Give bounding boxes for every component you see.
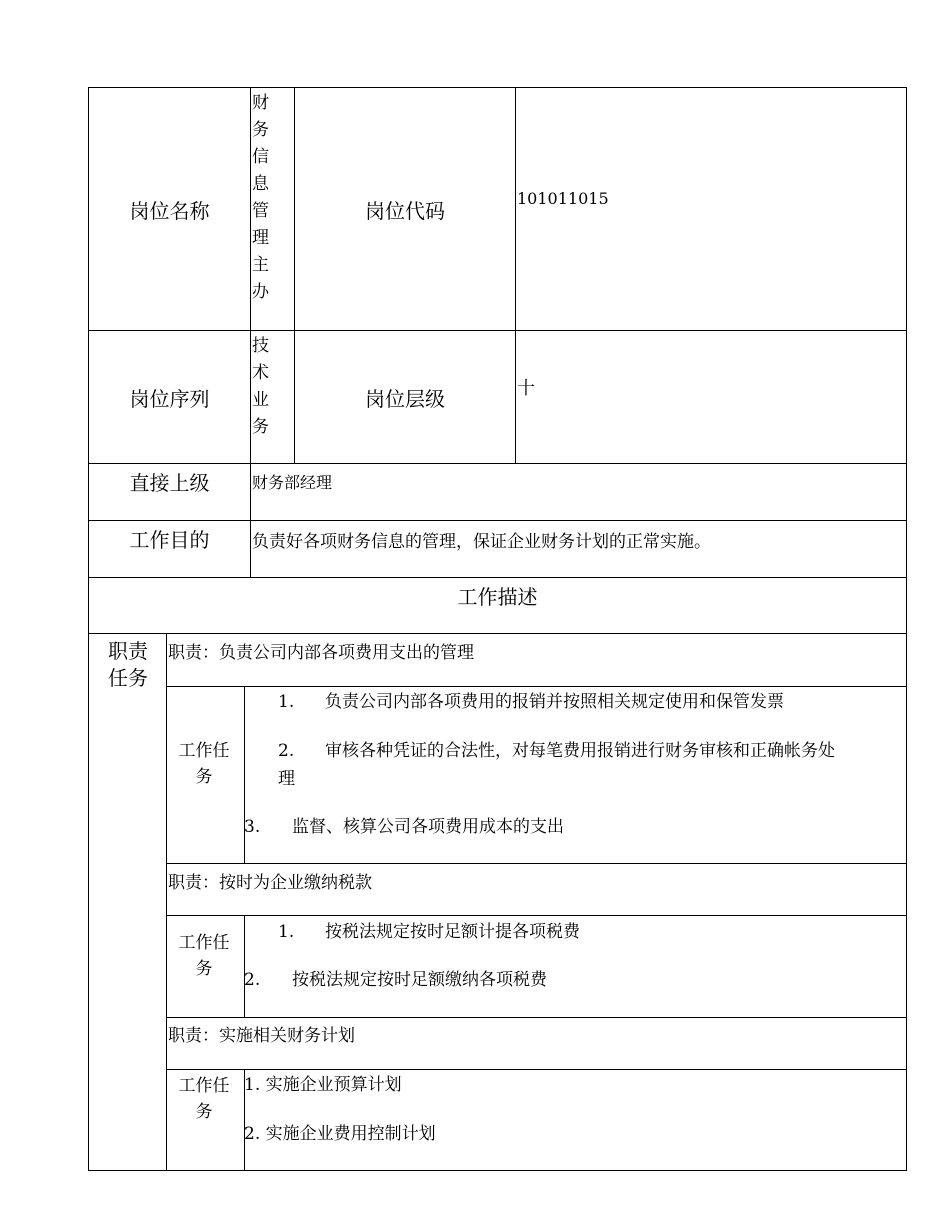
grid-line (167, 915, 906, 916)
grid-line (166, 634, 167, 1171)
position-name-label: 岗位名称 (129, 198, 210, 223)
duty-title: 职责：实施相关财务计划 (168, 1026, 355, 1046)
grid-line (167, 863, 906, 864)
supervisor-label: 直接上级 (129, 470, 210, 495)
grid-line (250, 88, 251, 577)
duty-title: 职责：负责公司内部各项费用支出的管理 (168, 643, 474, 663)
task-number: 2. (244, 970, 261, 990)
grid-line (244, 916, 245, 1017)
description-title: 工作描述 (457, 584, 538, 609)
task-number: 2. (278, 741, 295, 761)
task-item: 按税法规定按时足额缴纳各项税费 (292, 970, 547, 990)
position-code-value: 101011015 (517, 189, 609, 208)
task-number: 1. (278, 692, 295, 712)
task-item: 负责公司内部各项费用的报销并按照相关规定使用和保管发票 (325, 692, 784, 712)
job-description-table (88, 87, 907, 1171)
task-item: 按税法规定按时足额计提各项税费 (325, 922, 580, 942)
grid-line (167, 1017, 906, 1018)
position-level-value: 十 (517, 378, 535, 399)
task-number: 1. (278, 922, 295, 942)
position-series-value: 技术业务 (252, 336, 269, 437)
duty-title: 职责：按时为企业缴纳税款 (168, 873, 372, 893)
supervisor-value: 财务部经理 (252, 473, 333, 492)
task-item: 审核各种凭证的合法性，对每笔费用报销进行财务审核和正确帐务处 (325, 741, 835, 761)
position-level-label: 岗位层级 (365, 386, 445, 411)
task-item: 2. 实施企业费用控制计划 (244, 1124, 436, 1144)
position-name-value: 财务信息管理主办 (252, 93, 269, 302)
position-series-label: 岗位序列 (129, 386, 210, 411)
grid-line (515, 88, 516, 464)
task-label: 工作任务 (178, 741, 230, 787)
purpose-value: 负责好各项财务信息的管理，保证企业财务计划的正常实施。 (252, 532, 711, 552)
position-code-label: 岗位代码 (365, 198, 445, 223)
duties-label: 职责任务 (108, 639, 148, 690)
grid-line (167, 686, 906, 687)
purpose-label: 工作目的 (129, 527, 210, 552)
task-number: 3. (244, 817, 261, 837)
task-item-continuation: 理 (278, 769, 295, 789)
grid-line (167, 1069, 906, 1070)
task-item: 监督、核算公司各项费用成本的支出 (292, 817, 564, 837)
grid-line (89, 633, 906, 634)
task-item: 1. 实施企业预算计划 (244, 1075, 402, 1095)
task-label: 工作任务 (178, 1076, 230, 1122)
task-label: 工作任务 (178, 933, 230, 979)
